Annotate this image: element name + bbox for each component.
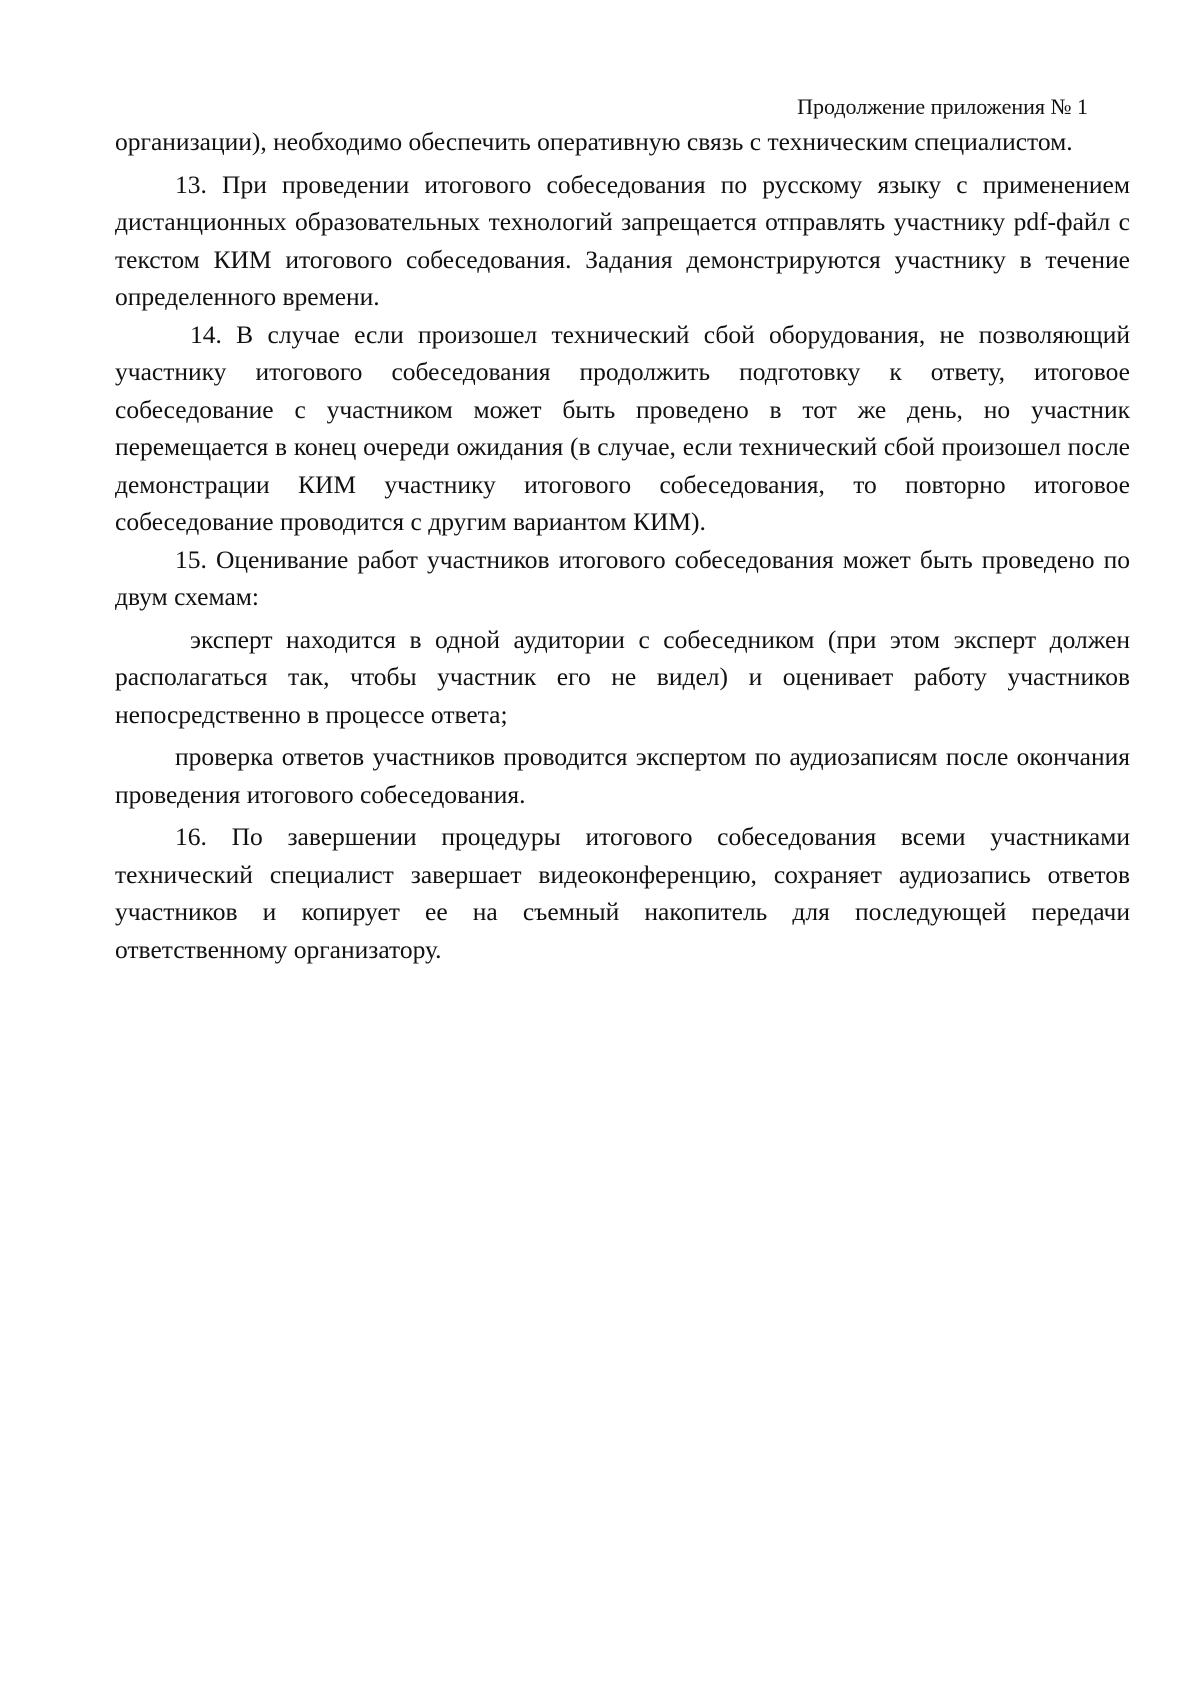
appendix-continuation-label: Продолжение приложения № 1 [797, 94, 1088, 119]
paragraph-continuation: организации), необходимо обеспечить оперативную связь с техническим специалистом. [115, 127, 1073, 156]
paragraph-item-15: 15. Оценивание работ участников итогового собеседования может быть проведено по двум схемам: [115, 544, 1130, 611]
paragraph-item-13: 13. При проведении итогового собеседования по русскому языку с применением дистанционных образовательных технологий запрещается отправлять участнику pdf-файл с текстом КИМ итогового собеседования. Задания демонстрируются участнику в течение определенного времени. [115, 169, 1130, 311]
paragraph-scheme-1: эксперт находится в одной аудитории с собеседником (при этом эксперт должен располагаться так, чтобы участник его не видел) и оценивает работу участников непосредственно в процессе ответа; [115, 624, 1130, 729]
paragraph-scheme-2: проверка ответов участников проводится экспертом по аудиозаписям после окончания проведения итогового собеседования. [115, 742, 1130, 809]
document-body [115, 123, 1130, 968]
paragraph-item-16: 16. По завершении процедуры итогового собеседования всеми участниками технический специалист завершает видеоконференцию, сохраняет аудиозапись ответов участников и копирует ее на съемный накопитель для последующей передачи ответственному организатору. [115, 822, 1130, 964]
paragraph-item-14: 14. В случае если произошел технический сбой оборудования, не позволяющий участнику итогового собеседования продолжить подготовку к ответу, итоговое собеседование с участником может быть проведено в тот же день, но участник перемещается в конец очереди ожидания (в случае, если технический сбой произошел после демонстрации КИМ участнику итогового собеседования, то повторно итоговое собеседование проводится с другим вариантом КИМ). [115, 319, 1130, 536]
